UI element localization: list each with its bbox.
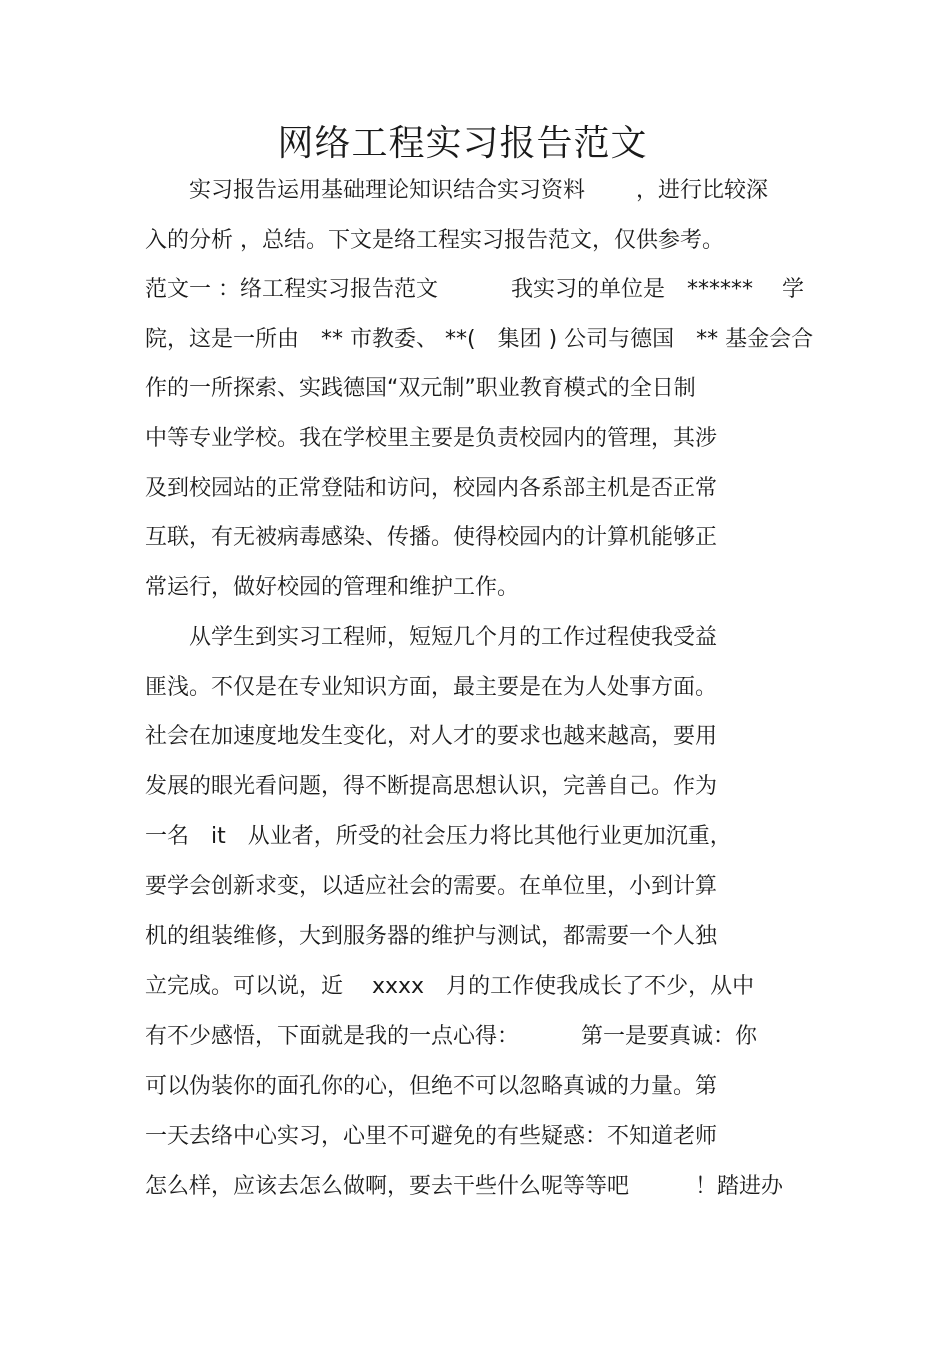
body-line: 院，这是一所由 ** 市教委、 **( 集团 ) 公司与德国 ** 基金会合 — [145, 327, 814, 352]
body-line: 范文一 ：络工程实习报告范文 我实习的单位是 ****** 学 — [145, 277, 804, 302]
body-line: 中等专业学校。我在学校里主要是负责校园内的管理，其涉 — [145, 426, 718, 451]
body-line: 发展的眼光看问题，得不断提高思想认识，完善自己。作为 — [145, 774, 718, 799]
body-line: 要学会创新求变，以适应社会的需要。在单位里，小到计算 — [145, 874, 718, 899]
body-line: 一名 it 从业者，所受的社会压力将比其他行业更加沉重， — [145, 824, 732, 849]
body-line: 社会在加速度地发生变化，对人才的要求也越来越高，要用 — [145, 724, 718, 749]
body-line: 作的一所探索、实践德国“双元制”职业教育模式的全日制 — [145, 376, 696, 401]
body-line: 常运行，做好校园的管理和维护工作。 — [145, 575, 520, 600]
body-line: 从学生到实习工程师，短短几个月的工作过程使我受益 — [145, 625, 718, 650]
body-line: 一天去络中心实习，心里不可避免的有些疑惑：不知道老师 — [145, 1124, 718, 1149]
body-line: 入的分析 ，总结。下文是络工程实习报告范文，仅供参考。 — [145, 228, 724, 253]
document-title: 网络工程实习报告范文 — [277, 123, 648, 164]
body-line: 互联，有无被病毒感染、传播。使得校园内的计算机能够正 — [145, 525, 718, 550]
body-line: 实习报告运用基础理论知识结合实习资料 ，进行比较深 — [145, 178, 768, 203]
body-line: 可以伪装你的面孔你的心，但绝不可以忽略真诚的力量。第 — [145, 1074, 718, 1099]
body-line: 怎么样，应该去怎么做啊，要去干些什么呢等等吧 ！踏进办 — [145, 1174, 784, 1199]
body-line: 机的组装维修，大到服务器的维护与测试，都需要一个人独 — [145, 924, 718, 949]
body-line: 匪浅。不仅是在专业知识方面，最主要是在为人处事方面。 — [145, 675, 718, 700]
body-line: 有不少感悟，下面就是我的一点心得： 第一是要真诚：你 — [145, 1024, 757, 1049]
body-line: 立完成。可以说，近 xxxx 月的工作使我成长了不少，从中 — [145, 974, 755, 999]
body-line: 及到校园站的正常登陆和访问，校园内各系部主机是否正常 — [145, 476, 718, 501]
